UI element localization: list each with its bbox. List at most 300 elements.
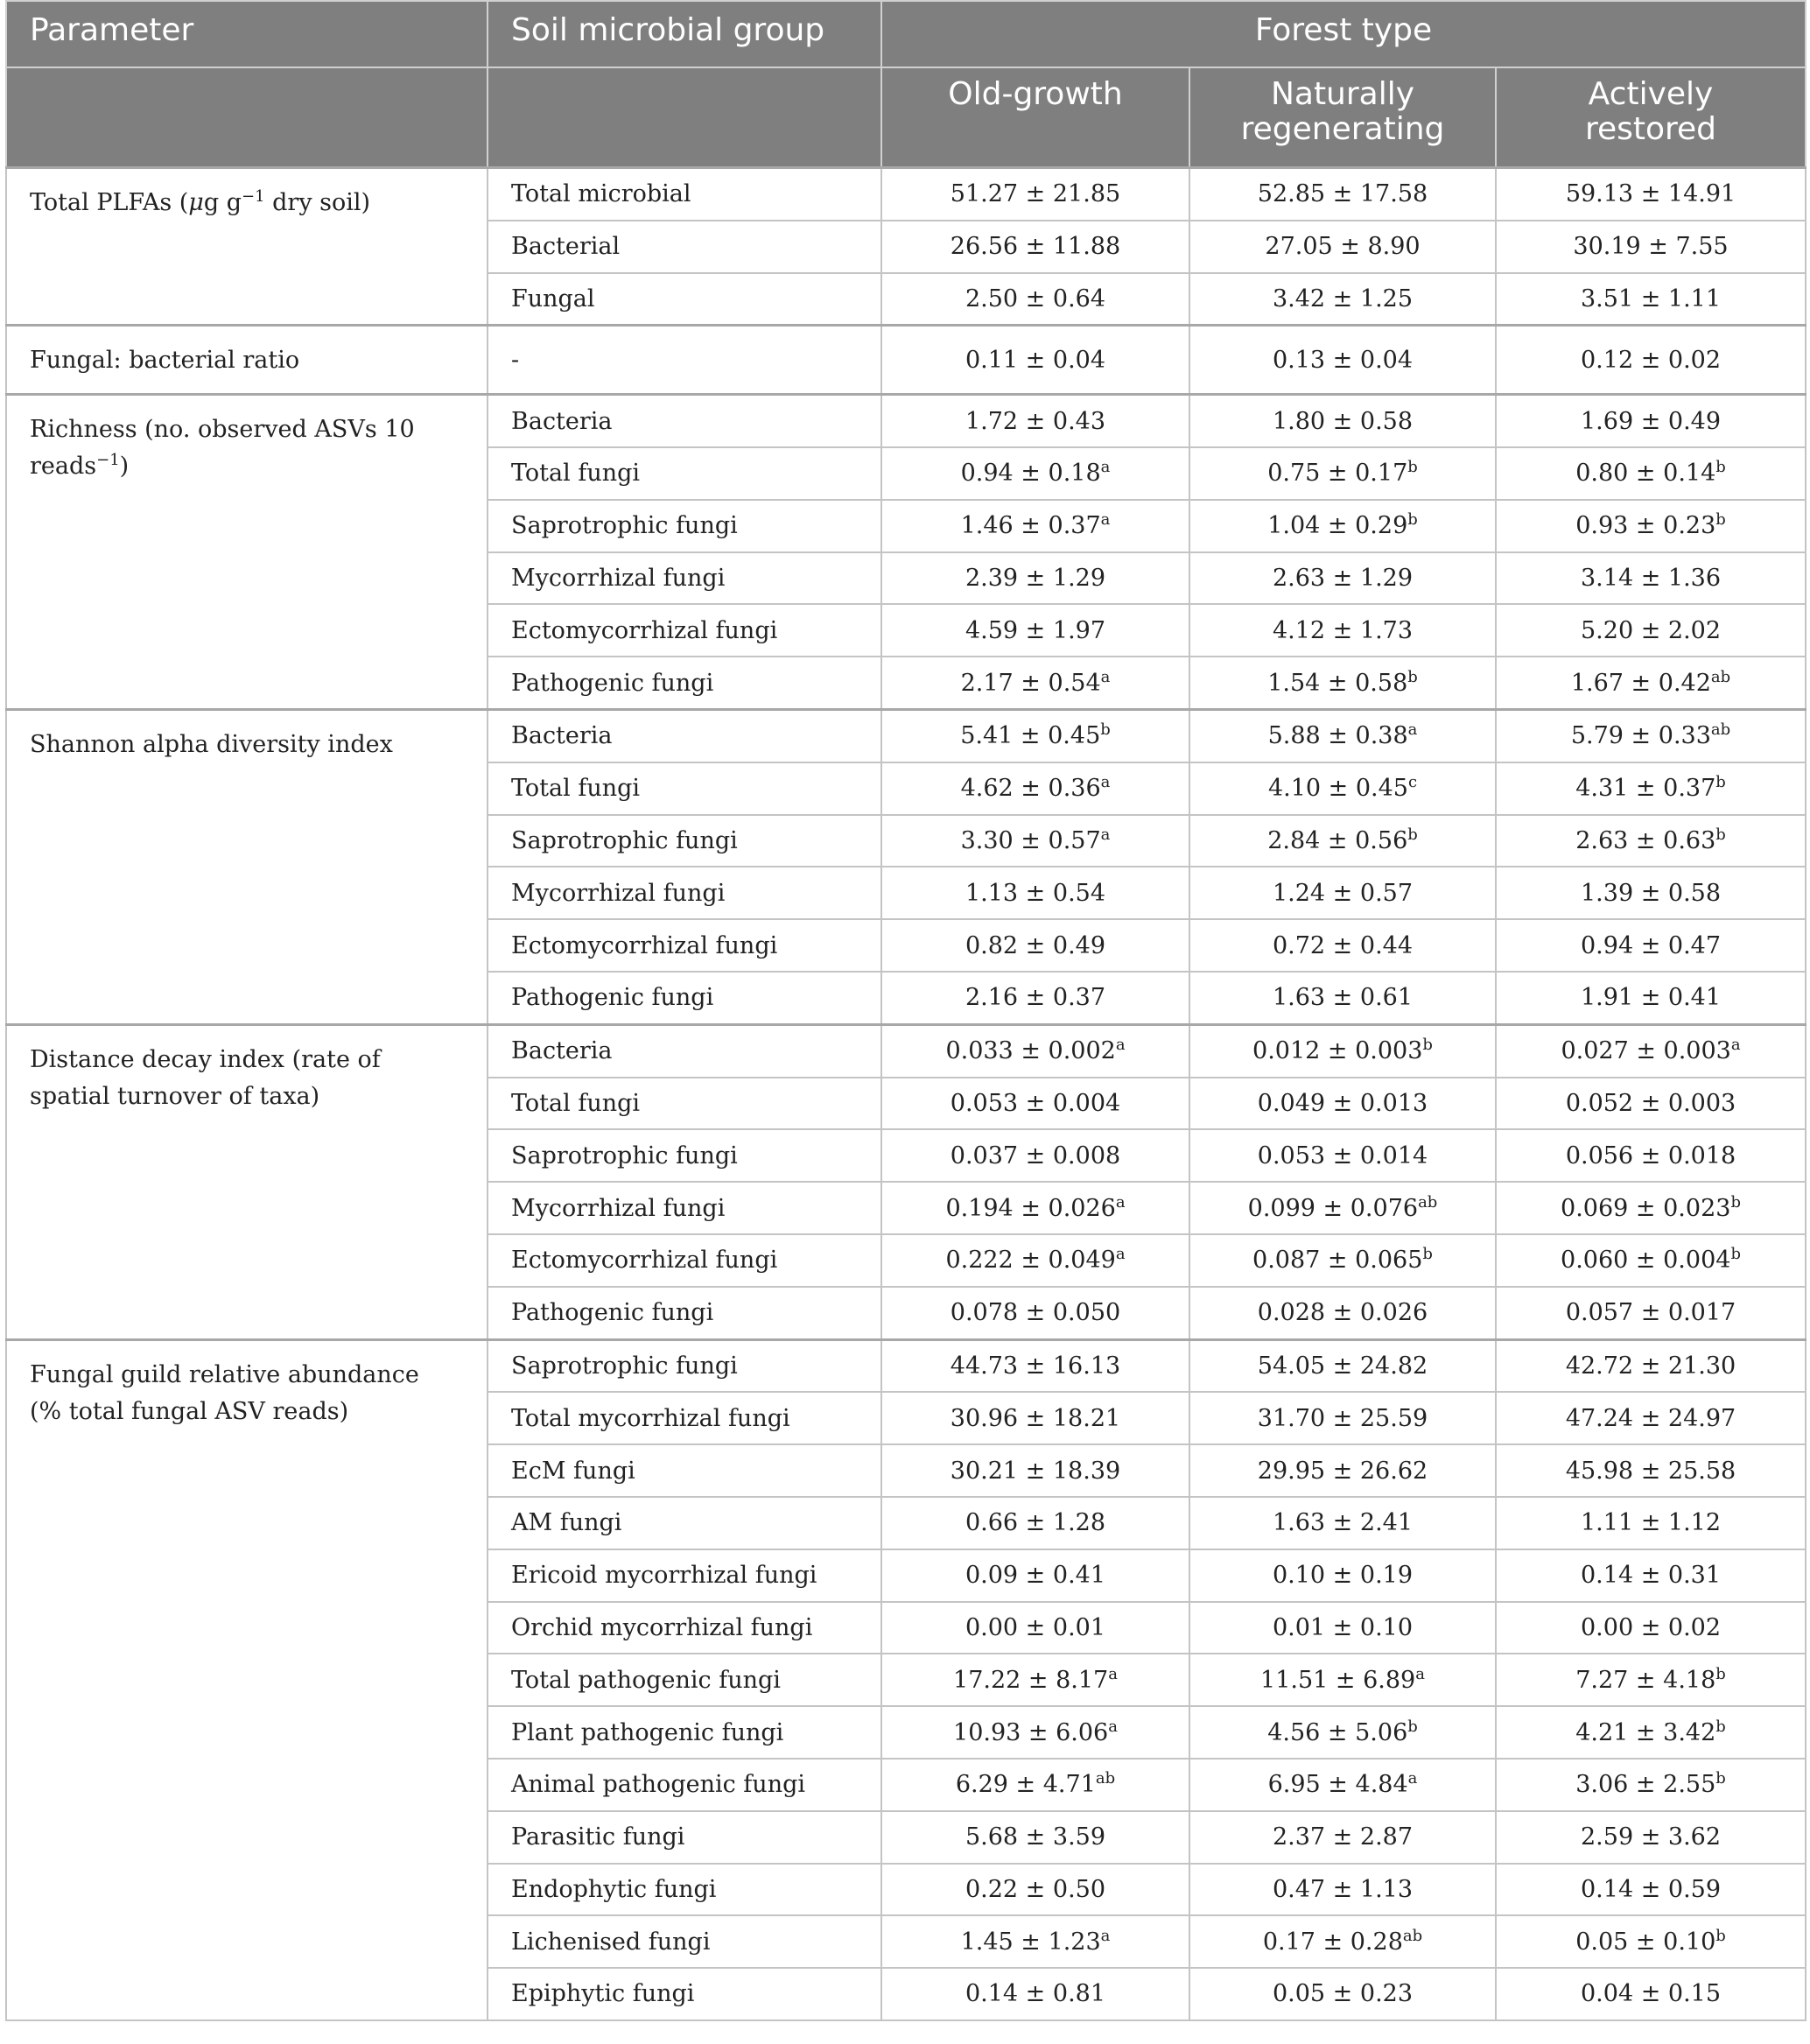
naturally-regenerating-value	[1189, 1549, 1496, 1602]
mean-sd: 51.27 ± 21.85	[950, 180, 1121, 208]
naturally-regenerating-value	[1189, 1811, 1496, 1864]
mean-sd: 0.053 ± 0.014	[1257, 1141, 1428, 1170]
mean-sd: 0.012 ± 0.003	[1252, 1037, 1423, 1065]
mean-sd: 4.56 ± 5.06	[1267, 1718, 1408, 1746]
actively-restored-value	[1496, 867, 1806, 919]
significance-letter: b	[1715, 1769, 1726, 1788]
mean-sd: 2.84 ± 0.56	[1267, 826, 1408, 854]
mean-sd: 0.82 ± 0.49	[965, 931, 1106, 959]
old-growth-value	[881, 1078, 1189, 1130]
old-growth-value	[881, 867, 1189, 919]
microbial-group-cell: Lichenised fungi	[488, 1915, 881, 1968]
mean-sd: 0.069 ± 0.023	[1561, 1194, 1731, 1222]
actively-restored-value	[1496, 1759, 1806, 1811]
microbial-group-cell: Mycorrhizal fungi	[488, 552, 881, 605]
old-growth-value	[881, 168, 1189, 221]
old-growth-value	[881, 221, 1189, 273]
table-header	[6, 1, 1806, 168]
mean-sd: 0.09 ± 0.41	[965, 1562, 1106, 1590]
actively-restored-value	[1496, 1024, 1806, 1077]
old-growth-value	[881, 1706, 1189, 1759]
naturally-regenerating-value	[1189, 326, 1496, 395]
old-growth-value	[881, 1864, 1189, 1916]
naturally-regenerating-value	[1189, 604, 1496, 657]
mean-sd: 1.72 ± 0.43	[965, 407, 1106, 435]
mean-sd: 1.69 ± 0.49	[1581, 407, 1722, 435]
mean-sd: 2.59 ± 3.62	[1581, 1823, 1722, 1851]
microbial-group-cell: Plant pathogenic fungi	[488, 1706, 881, 1759]
significance-letter: a	[1100, 510, 1111, 530]
mean-sd: 11.51 ± 6.89	[1260, 1666, 1416, 1694]
actively-restored-value	[1496, 1497, 1806, 1549]
microbial-group-cell: Mycorrhizal fungi	[488, 1182, 881, 1234]
naturally-regenerating-value	[1189, 709, 1496, 762]
microbial-group-cell: Total mycorrhizal fungi	[488, 1392, 881, 1444]
mean-sd: 2.50 ± 0.64	[965, 284, 1106, 313]
mean-sd: 0.72 ± 0.44	[1272, 931, 1414, 959]
naturally-regenerating-value	[1189, 762, 1496, 815]
significance-letter: b	[1715, 1664, 1726, 1683]
table-row	[6, 168, 1806, 221]
mean-sd: 1.39 ± 0.58	[1581, 879, 1722, 907]
mean-sd: 0.056 ± 0.018	[1565, 1141, 1736, 1170]
mean-sd: 5.79 ± 0.33	[1570, 722, 1711, 750]
mean-sd: 26.56 ± 11.88	[950, 233, 1121, 261]
microbial-group-cell: Saprotrophic fungi	[488, 1129, 881, 1182]
naturally-regenerating-value	[1189, 1497, 1496, 1549]
microbial-group-cell: Bacterial	[488, 221, 881, 273]
old-growth-value	[881, 1915, 1189, 1968]
significance-letter: a	[1730, 1036, 1741, 1055]
naturally-regenerating-value	[1189, 1129, 1496, 1182]
actively-restored-value	[1496, 1864, 1806, 1916]
naturally-regenerating-value	[1189, 1759, 1496, 1811]
mean-sd: 0.22 ± 0.50	[965, 1875, 1106, 1903]
old-growth-value	[881, 273, 1189, 326]
significance-letter: b	[1715, 773, 1726, 792]
microbial-group-cell: Fungal	[488, 273, 881, 326]
table-row	[6, 395, 1806, 447]
mean-sd: 0.14 ± 0.31	[1581, 1562, 1722, 1590]
mean-sd: 30.19 ± 7.55	[1573, 233, 1729, 261]
microbial-group-cell: Ectomycorrhizal fungi	[488, 604, 881, 657]
significance-letter: a	[1115, 1192, 1126, 1212]
microbial-group-cell: Parasitic fungi	[488, 1811, 881, 1864]
mean-sd: 0.027 ± 0.003	[1561, 1037, 1731, 1065]
significance-letter: b	[1407, 1717, 1418, 1736]
microbial-group-cell: Ectomycorrhizal fungi	[488, 1234, 881, 1287]
microbial-group-cell: Pathogenic fungi	[488, 972, 881, 1024]
mean-sd: 42.72 ± 21.30	[1565, 1352, 1736, 1380]
old-growth-value	[881, 972, 1189, 1024]
mean-sd: 0.099 ± 0.076	[1247, 1194, 1419, 1222]
significance-letter: ab	[1710, 667, 1731, 686]
significance-letter: ab	[1095, 1769, 1116, 1788]
mean-sd: 0.037 ± 0.008	[950, 1141, 1121, 1170]
naturally-regenerating-value	[1189, 657, 1496, 709]
microbial-group-cell: Ericoid mycorrhizal fungi	[488, 1549, 881, 1602]
mean-sd: 0.053 ± 0.004	[950, 1089, 1121, 1117]
old-growth-value	[881, 1549, 1189, 1602]
header-soil-microbial-group: Soil microbial group	[488, 1, 881, 67]
significance-letter: a	[1407, 1769, 1418, 1788]
mean-sd: 5.68 ± 3.59	[965, 1823, 1106, 1851]
significance-letter: a	[1115, 1036, 1126, 1055]
naturally-regenerating-value	[1189, 815, 1496, 867]
header-naturally-regenerating	[1189, 67, 1496, 168]
actively-restored-value	[1496, 1182, 1806, 1234]
header-naturally-line1: Naturally	[1270, 76, 1415, 112]
actively-restored-value	[1496, 273, 1806, 326]
mean-sd: 0.078 ± 0.050	[950, 1299, 1121, 1327]
actively-restored-value	[1496, 657, 1806, 709]
mean-sd: 4.10 ± 0.45	[1267, 775, 1408, 803]
mean-sd: 0.052 ± 0.003	[1565, 1089, 1736, 1117]
old-growth-value	[881, 1287, 1189, 1339]
table-row	[6, 709, 1806, 762]
old-growth-value	[881, 815, 1189, 867]
mean-sd: 5.88 ± 0.38	[1267, 722, 1408, 750]
mean-sd: 1.04 ± 0.29	[1267, 512, 1408, 540]
header-blank-parameter	[6, 67, 488, 168]
old-growth-value	[881, 1497, 1189, 1549]
header-blank-group	[488, 67, 881, 168]
mean-sd: 0.13 ± 0.04	[1272, 346, 1414, 374]
actively-restored-value	[1496, 815, 1806, 867]
mean-sd: 1.63 ± 0.61	[1272, 984, 1414, 1012]
microbial-group-cell: Total microbial	[488, 168, 881, 221]
significance-letter: a	[1100, 1926, 1111, 1945]
significance-letter: a	[1407, 720, 1418, 740]
significance-letter: b	[1407, 667, 1418, 686]
old-growth-value	[881, 709, 1189, 762]
mean-sd: 1.45 ± 1.23	[960, 1928, 1101, 1956]
old-growth-value	[881, 762, 1189, 815]
mean-sd: 52.85 ± 17.58	[1257, 180, 1428, 208]
mean-sd: 4.31 ± 0.37	[1575, 775, 1716, 803]
parameter-cell: Total PLFAs (μg $g^{-1}$ dry soil)	[6, 168, 488, 326]
old-growth-value	[881, 1234, 1189, 1287]
actively-restored-value	[1496, 1234, 1806, 1287]
mean-sd: 0.93 ± 0.23	[1575, 512, 1716, 540]
mean-sd: 17.22 ± 8.17	[953, 1666, 1109, 1694]
significance-letter: a	[1415, 1664, 1425, 1683]
mean-sd: 0.222 ± 0.049	[945, 1247, 1116, 1275]
microbial-group-cell: Animal pathogenic fungi	[488, 1759, 881, 1811]
naturally-regenerating-value	[1189, 447, 1496, 500]
header-naturally-line2: regenerating	[1240, 111, 1445, 147]
actively-restored-value	[1496, 500, 1806, 552]
significance-letter: a	[1100, 667, 1111, 686]
header-old-growth: Old-growth	[881, 67, 1189, 168]
parameter-cell: Fungal guild relative abundance (% total fungal ASV reads)	[6, 1339, 488, 2020]
mean-sd: 4.12 ± 1.73	[1272, 616, 1414, 644]
old-growth-value	[881, 1602, 1189, 1654]
microbial-group-cell: Total fungi	[488, 762, 881, 815]
mean-sd: 4.62 ± 0.36	[960, 775, 1101, 803]
actively-restored-value	[1496, 326, 1806, 395]
header-actively-restored: Actively restored	[1496, 67, 1806, 168]
naturally-regenerating-value	[1189, 1392, 1496, 1444]
microbial-group-cell: Ectomycorrhizal fungi	[488, 919, 881, 972]
significance-letter: ab	[1710, 720, 1731, 740]
mean-sd: 0.05 ± 0.23	[1272, 1980, 1414, 2008]
microbial-group-cell: Saprotrophic fungi	[488, 1339, 881, 1392]
naturally-regenerating-value	[1189, 1287, 1496, 1339]
mean-sd: 27.05 ± 8.90	[1265, 233, 1421, 261]
mean-sd: 3.14 ± 1.36	[1581, 564, 1722, 592]
naturally-regenerating-value	[1189, 972, 1496, 1024]
significance-letter: b	[1407, 458, 1418, 477]
naturally-regenerating-value	[1189, 1182, 1496, 1234]
microbial-group-cell: Total fungi	[488, 1078, 881, 1130]
mean-sd: 0.11 ± 0.04	[965, 346, 1106, 374]
old-growth-value	[881, 326, 1189, 395]
mean-sd: 6.29 ± 4.71	[955, 1771, 1096, 1799]
naturally-regenerating-value	[1189, 1602, 1496, 1654]
actively-restored-value	[1496, 1549, 1806, 1602]
header-forest-type: Forest type	[881, 1, 1806, 67]
mean-sd: 1.80 ± 0.58	[1272, 407, 1414, 435]
mean-sd: 1.54 ± 0.58	[1267, 669, 1408, 697]
table-row	[6, 326, 1806, 395]
old-growth-value	[881, 1182, 1189, 1234]
naturally-regenerating-value	[1189, 1234, 1496, 1287]
mean-sd: 0.028 ± 0.026	[1257, 1299, 1428, 1327]
naturally-regenerating-value	[1189, 867, 1496, 919]
significance-letter: b	[1100, 720, 1111, 740]
microbial-group-cell: EcM fungi	[488, 1444, 881, 1497]
mean-sd: 2.63 ± 0.63	[1575, 826, 1716, 854]
mean-sd: 0.94 ± 0.47	[1581, 931, 1722, 959]
significance-letter: a	[1100, 773, 1111, 792]
old-growth-value	[881, 395, 1189, 447]
naturally-regenerating-value	[1189, 1968, 1496, 2020]
mean-sd: 3.51 ± 1.11	[1581, 284, 1722, 313]
mean-sd: 1.63 ± 2.41	[1272, 1509, 1414, 1537]
significance-letter: c	[1407, 773, 1418, 792]
old-growth-value	[881, 604, 1189, 657]
mean-sd: 2.37 ± 2.87	[1272, 1823, 1414, 1851]
microbial-group-cell: Total fungi	[488, 447, 881, 500]
mean-sd: 30.21 ± 18.39	[950, 1457, 1121, 1485]
significance-letter: a	[1100, 825, 1111, 845]
significance-letter: ab	[1402, 1926, 1423, 1945]
parameter-cell: Fungal: bacterial ratio	[6, 326, 488, 395]
old-growth-value	[881, 1339, 1189, 1392]
old-growth-value	[881, 1759, 1189, 1811]
actively-restored-value	[1496, 604, 1806, 657]
microbial-group-cell: Epiphytic fungi	[488, 1968, 881, 2020]
significance-letter: b	[1715, 1926, 1726, 1945]
naturally-regenerating-value	[1189, 552, 1496, 605]
mean-sd: 1.67 ± 0.42	[1570, 669, 1711, 697]
actively-restored-value	[1496, 221, 1806, 273]
mean-sd: 0.05 ± 0.10	[1575, 1928, 1716, 1956]
data-table	[5, 0, 1806, 2021]
naturally-regenerating-value	[1189, 1654, 1496, 1706]
header-parameter: Parameter	[6, 1, 488, 67]
naturally-regenerating-value	[1189, 1444, 1496, 1497]
mean-sd: 0.66 ± 1.28	[965, 1509, 1106, 1537]
microbial-group-cell: Bacteria	[488, 1024, 881, 1077]
mean-sd: 0.12 ± 0.02	[1581, 346, 1722, 374]
parameter-cell: Shannon alpha diversity index	[6, 709, 488, 1024]
mean-sd: 4.21 ± 3.42	[1575, 1718, 1716, 1746]
significance-letter: b	[1715, 458, 1726, 477]
mean-sd: 47.24 ± 24.97	[1565, 1404, 1736, 1432]
naturally-regenerating-value	[1189, 168, 1496, 221]
actively-restored-value	[1496, 1444, 1806, 1497]
actively-restored-value	[1496, 1915, 1806, 1968]
actively-restored-value	[1496, 1339, 1806, 1392]
mean-sd: 0.033 ± 0.002	[945, 1037, 1116, 1065]
naturally-regenerating-value	[1189, 1706, 1496, 1759]
significance-letter: b	[1407, 825, 1418, 845]
microbial-group-cell: Endophytic fungi	[488, 1864, 881, 1916]
significance-letter: b	[1730, 1192, 1741, 1212]
mean-sd: 59.13 ± 14.91	[1565, 180, 1736, 208]
mean-sd: 5.20 ± 2.02	[1581, 616, 1722, 644]
microbial-group-cell: Mycorrhizal fungi	[488, 867, 881, 919]
naturally-regenerating-value	[1189, 1864, 1496, 1916]
mean-sd: 10.93 ± 6.06	[953, 1718, 1109, 1746]
actively-restored-value	[1496, 552, 1806, 605]
mean-sd: 0.01 ± 0.10	[1272, 1613, 1414, 1641]
significance-letter: a	[1100, 458, 1111, 477]
mean-sd: 0.47 ± 1.13	[1272, 1875, 1414, 1903]
mean-sd: 7.27 ± 4.18	[1575, 1666, 1716, 1694]
significance-letter: b	[1715, 1717, 1726, 1736]
microbial-group-cell: -	[488, 326, 881, 395]
microbial-group-cell: Total pathogenic fungi	[488, 1654, 881, 1706]
old-growth-value	[881, 919, 1189, 972]
mean-sd: 0.14 ± 0.81	[965, 1980, 1106, 2008]
mean-sd: 3.06 ± 2.55	[1575, 1771, 1716, 1799]
actively-restored-value	[1496, 1602, 1806, 1654]
old-growth-value	[881, 552, 1189, 605]
significance-letter: a	[1108, 1717, 1118, 1736]
naturally-regenerating-value	[1189, 500, 1496, 552]
microbial-group-cell: Saprotrophic fungi	[488, 815, 881, 867]
old-growth-value	[881, 1654, 1189, 1706]
microbial-group-cell: Saprotrophic fungi	[488, 500, 881, 552]
actively-restored-value	[1496, 1078, 1806, 1130]
mean-sd: 0.057 ± 0.017	[1565, 1299, 1736, 1327]
mean-sd: 0.17 ± 0.28	[1262, 1928, 1403, 1956]
mean-sd: 0.14 ± 0.59	[1581, 1875, 1722, 1903]
table-row	[6, 1339, 1806, 1392]
significance-letter: b	[1730, 1245, 1741, 1264]
naturally-regenerating-value	[1189, 221, 1496, 273]
mean-sd: 29.95 ± 26.62	[1257, 1457, 1428, 1485]
naturally-regenerating-value	[1189, 1024, 1496, 1077]
naturally-regenerating-value	[1189, 919, 1496, 972]
microbial-group-cell: Pathogenic fungi	[488, 657, 881, 709]
old-growth-value	[881, 1444, 1189, 1497]
significance-letter: b	[1715, 510, 1726, 530]
mean-sd: 45.98 ± 25.58	[1565, 1457, 1736, 1485]
microbial-group-cell: Bacteria	[488, 395, 881, 447]
actively-restored-value	[1496, 1129, 1806, 1182]
actively-restored-value	[1496, 1654, 1806, 1706]
naturally-regenerating-value	[1189, 1339, 1496, 1392]
actively-restored-value	[1496, 1968, 1806, 2020]
significance-letter: b	[1407, 510, 1418, 530]
significance-letter: a	[1108, 1664, 1118, 1683]
mean-sd: 1.24 ± 0.57	[1272, 879, 1414, 907]
actively-restored-value	[1496, 1287, 1806, 1339]
actively-restored-value	[1496, 395, 1806, 447]
old-growth-value	[881, 1129, 1189, 1182]
mean-sd: 4.59 ± 1.97	[965, 616, 1106, 644]
naturally-regenerating-value	[1189, 273, 1496, 326]
mean-sd: 0.060 ± 0.004	[1561, 1247, 1731, 1275]
mean-sd: 31.70 ± 25.59	[1257, 1404, 1428, 1432]
microbial-group-cell: Pathogenic fungi	[488, 1287, 881, 1339]
naturally-regenerating-value	[1189, 395, 1496, 447]
actively-restored-value	[1496, 447, 1806, 500]
actively-restored-value	[1496, 762, 1806, 815]
significance-letter: b	[1422, 1036, 1433, 1055]
old-growth-value	[881, 657, 1189, 709]
mean-sd: 30.96 ± 18.21	[950, 1404, 1121, 1432]
parameter-cell: Distance decay index (rate of spatial turnover of taxa)	[6, 1024, 488, 1339]
table-body	[6, 168, 1806, 2020]
significance-letter: b	[1422, 1245, 1433, 1264]
actively-restored-value	[1496, 709, 1806, 762]
mean-sd: 2.63 ± 1.29	[1272, 564, 1414, 592]
significance-letter: ab	[1418, 1192, 1438, 1212]
mean-sd: 2.17 ± 0.54	[960, 669, 1101, 697]
mean-sd: 0.10 ± 0.19	[1272, 1562, 1414, 1590]
mean-sd: 5.41 ± 0.45	[960, 722, 1101, 750]
old-growth-value	[881, 1811, 1189, 1864]
mean-sd: 0.049 ± 0.013	[1257, 1089, 1428, 1117]
old-growth-value	[881, 1968, 1189, 2020]
mean-sd: 1.11 ± 1.12	[1581, 1509, 1722, 1537]
mean-sd: 0.75 ± 0.17	[1267, 460, 1408, 488]
old-growth-value	[881, 500, 1189, 552]
significance-letter: b	[1715, 825, 1726, 845]
parameter-cell: Richness (no. observed ASVs 10 reads$^{-1}$)	[6, 395, 488, 710]
mean-sd: 0.00 ± 0.02	[1581, 1613, 1722, 1641]
mean-sd: 2.16 ± 0.37	[965, 984, 1106, 1012]
actively-restored-value	[1496, 1706, 1806, 1759]
naturally-regenerating-value	[1189, 1915, 1496, 1968]
naturally-regenerating-value	[1189, 1078, 1496, 1130]
microbial-group-cell: Bacteria	[488, 709, 881, 762]
mean-sd: 2.39 ± 1.29	[965, 564, 1106, 592]
mean-sd: 0.087 ± 0.065	[1252, 1247, 1423, 1275]
mean-sd: 0.04 ± 0.15	[1581, 1980, 1722, 2008]
mean-sd: 0.80 ± 0.14	[1575, 460, 1716, 488]
mean-sd: 44.73 ± 16.13	[950, 1352, 1121, 1380]
microbial-group-cell: AM fungi	[488, 1497, 881, 1549]
mean-sd: 1.13 ± 0.54	[965, 879, 1106, 907]
mean-sd: 0.00 ± 0.01	[965, 1613, 1106, 1641]
mean-sd: 0.94 ± 0.18	[960, 460, 1101, 488]
old-growth-value	[881, 1392, 1189, 1444]
mean-sd: 1.46 ± 0.37	[960, 512, 1101, 540]
microbial-group-cell: Orchid mycorrhizal fungi	[488, 1602, 881, 1654]
mean-sd: 3.30 ± 0.57	[960, 826, 1101, 854]
mean-sd: 54.05 ± 24.82	[1257, 1352, 1428, 1380]
mean-sd: 0.194 ± 0.026	[945, 1194, 1116, 1222]
actively-restored-value	[1496, 919, 1806, 972]
actively-restored-value	[1496, 1392, 1806, 1444]
mean-sd: 6.95 ± 4.84	[1267, 1771, 1408, 1799]
